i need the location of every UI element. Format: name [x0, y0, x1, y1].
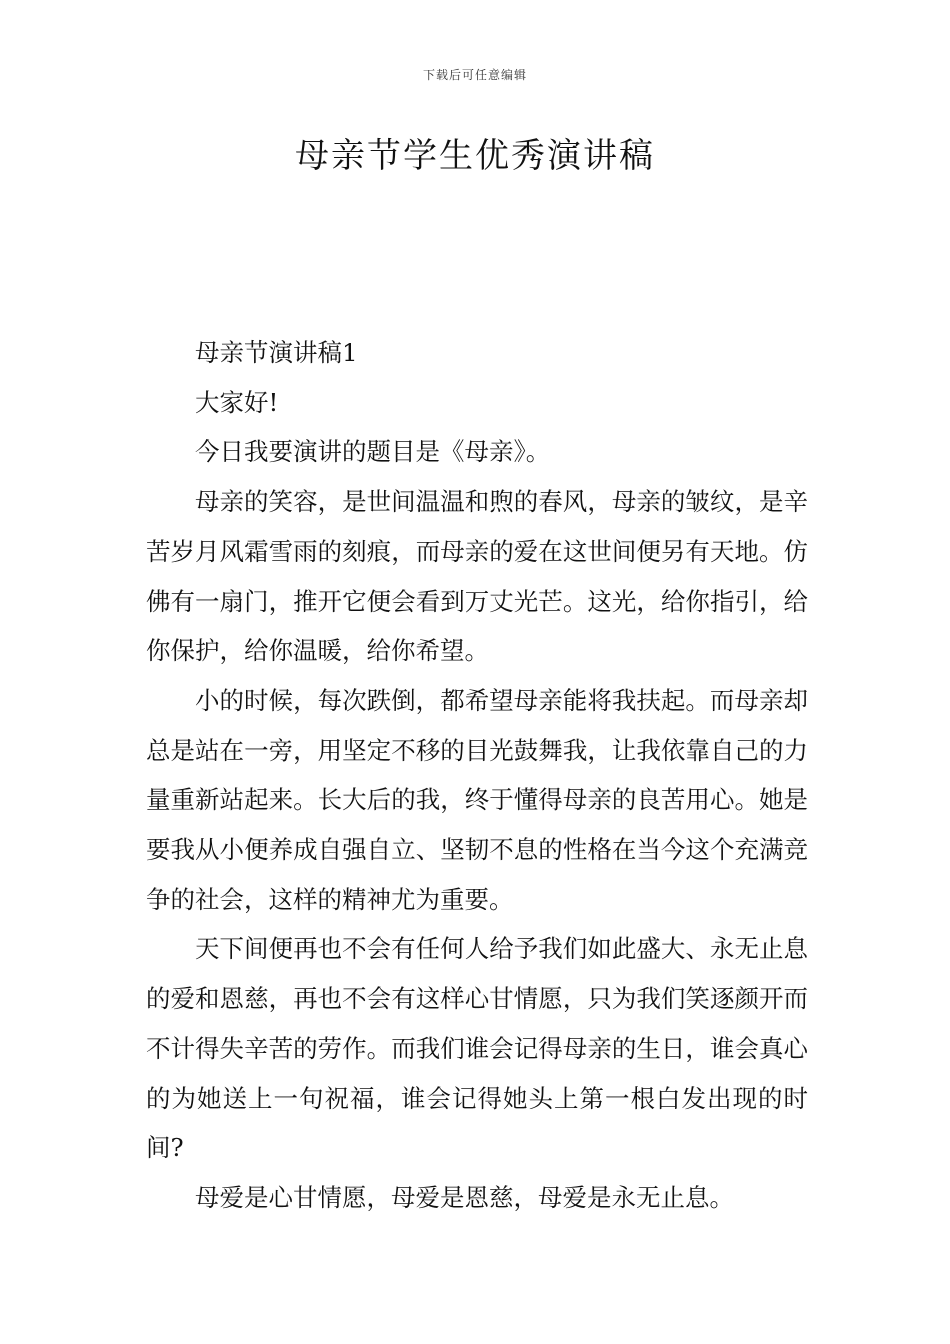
document-body: [146, 328, 808, 1223]
paragraph-greeting: 大家好!: [195, 387, 279, 417]
paragraph: 小的时候，每次跌倒，都希望母亲能将我扶起。而母亲却总是站在一旁，用坚定不移的目光鼓舞我，让我依靠自己的力量重新站起来。长大后的我，终于懂得母亲的良苦用心。她是要我从小便养成自强自立、坚韧不息的性格在当今这个充满竞争的社会，这样的精神尤为重要。: [146, 685, 808, 914]
header-note: 下载后可任意编辑: [422, 68, 527, 82]
paragraph: 母爱是心甘情愿，母爱是恩慈，母爱是永无止息。: [195, 1182, 734, 1212]
paragraph: 天下间便再也不会有任何人给予我们如此盛大、永无止息的爱和恩慈，再也不会有这样心甘情愿，只为我们笑逐颜开而不计得失辛苦的劳作。而我们谁会记得母亲的生日，谁会真心的为她送上一句祝福，谁会记得她头上第一根白发出现的时间?: [146, 934, 808, 1163]
paragraph: 母亲的笑容，是世间温温和煦的春风，母亲的皱纹，是辛苦岁月风霜雪雨的刻痕，而母亲的爱在这世间便另有天地。仿佛有一扇门，推开它便会看到万丈光芒。这光，给你指引，给你保护，给你温暖，给你希望。: [146, 487, 808, 666]
paragraph-topic: 今日我要演讲的题目是《母亲》。: [195, 437, 551, 467]
document-title: 母亲节学生优秀演讲稿: [295, 136, 655, 176]
paragraph-speech-heading: 母亲节演讲稿1: [195, 338, 358, 367]
